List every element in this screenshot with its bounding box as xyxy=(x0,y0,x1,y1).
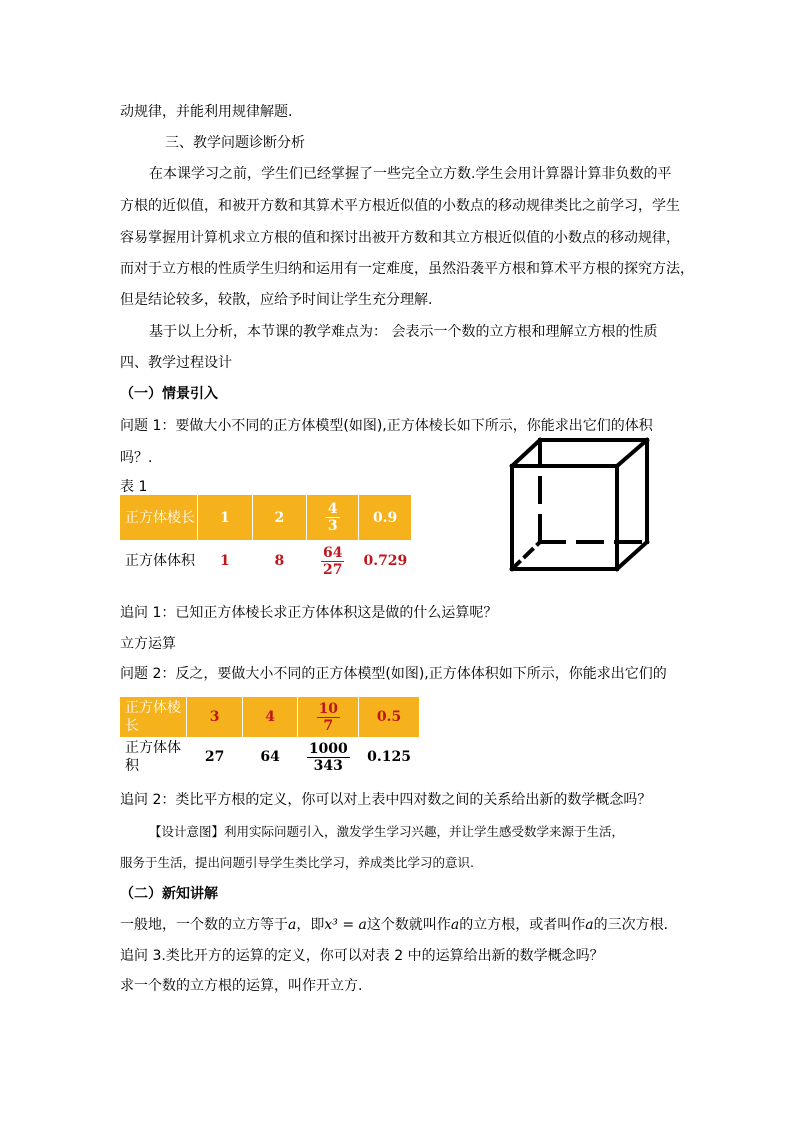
math-var: a xyxy=(288,917,297,933)
table-row xyxy=(120,737,420,777)
table-row xyxy=(120,540,412,582)
fraction-denominator: 27 xyxy=(322,561,343,578)
subsection-heading: （二）新知讲解 xyxy=(120,886,218,902)
fraction-denominator: 3 xyxy=(327,518,338,534)
table-row xyxy=(120,697,420,737)
math-equation: x³ = a xyxy=(324,917,367,933)
table-1 xyxy=(120,495,412,582)
table-cell: 1 xyxy=(198,495,253,540)
fraction-denominator: 343 xyxy=(313,757,343,774)
table-cell-fraction xyxy=(298,697,359,737)
cube-illustration xyxy=(500,430,660,575)
table-cell: 2 xyxy=(252,495,307,540)
text-line: 问题 1：要做大小不同的正方体模型(如图),正方体棱长如下所示，你能求出它们的体积 xyxy=(120,418,653,434)
row-label: 正方体体积 xyxy=(120,737,187,777)
text-line: 在本课学习之前，学生们已经掌握了一些完全立方数.学生会用计算器计算非负数的平 xyxy=(149,166,672,182)
table-cell-fraction xyxy=(307,540,359,582)
table-2 xyxy=(120,697,420,777)
table-cell-fraction xyxy=(307,495,359,540)
table-cell: 1 xyxy=(198,540,253,582)
cube-hidden-edge xyxy=(512,542,540,569)
table-cell: 0.125 xyxy=(359,737,420,777)
text-line: 求一个数的立方根的运算，叫作开立方. xyxy=(120,978,363,994)
fraction-numerator: 10 xyxy=(318,700,339,717)
table-row xyxy=(120,495,412,540)
text-span: 这个数就叫作 xyxy=(366,917,451,933)
text-line: 但是结论较多，较散，应给予时间让学生充分理解. xyxy=(120,292,433,308)
definition-line xyxy=(120,915,678,935)
text-span: 一般地，一个数的立方等于 xyxy=(120,917,288,933)
table-cell: 27 xyxy=(187,737,243,777)
text-line: 立方运算 xyxy=(120,636,176,652)
table-cell: 4 xyxy=(242,697,298,737)
table-cell: 64 xyxy=(242,737,298,777)
table-cell: 8 xyxy=(252,540,307,582)
cube-edge xyxy=(617,440,647,466)
text-span: ，即 xyxy=(296,917,325,933)
row-label: 正方体棱长 xyxy=(120,495,198,540)
text-line: 吗？. xyxy=(120,450,153,466)
fraction-numerator: 4 xyxy=(327,501,338,517)
fraction-numerator: 64 xyxy=(322,544,343,561)
subsection-heading: （一）情景引入 xyxy=(120,386,218,402)
text-line: 容易掌握用计算机求立方根的值和探讨出被开方数和其立方根近似值的小数点的移动规律， xyxy=(120,230,680,246)
text-line: 追问 2：类比平方根的定义，你可以对上表中四对数之间的关系给出新的数学概念吗？ xyxy=(120,792,652,808)
text-line: 问题 2：反之，要做大小不同的正方体模型(如图),正方体体积如下所示，你能求出它们的 xyxy=(120,666,667,682)
table-caption: 表 1 xyxy=(120,479,148,495)
table-cell: 3 xyxy=(187,697,243,737)
text-line: 动规律，并能利用规律解题. xyxy=(120,104,293,120)
section-heading: 三、教学问题诊断分析 xyxy=(165,135,305,151)
text-line: 追问 1：已知正方体棱长求正方体体积这是做的什么运算呢？ xyxy=(120,605,498,621)
text-span: 的立方根，或者叫作 xyxy=(459,917,586,933)
table-cell: 0.5 xyxy=(359,697,420,737)
table-cell: 0.729 xyxy=(363,553,408,569)
section-heading: 四、教学过程设计 xyxy=(120,355,232,371)
cube-edge xyxy=(617,542,647,569)
fraction-numerator: 1000 xyxy=(308,740,348,757)
cube-edge xyxy=(512,440,540,466)
text-line: 基于以上分析，本节课的教学难点为： 会表示一个数的立方根和理解立方根的性质 xyxy=(149,324,658,340)
design-intent: 服务于生活，提出问题引导学生类比学习，养成类比学习的意识. xyxy=(120,855,474,870)
math-var: a xyxy=(450,917,460,933)
row-label: 正方体棱长 xyxy=(120,697,187,737)
math-var: a xyxy=(585,917,594,933)
design-intent: 【设计意图】利用实际问题引入，激发学生学习兴趣，并让学生感受数学来源于生活， xyxy=(149,824,625,839)
row-label: 正方体体积 xyxy=(120,540,198,582)
fraction-denominator: 7 xyxy=(323,717,334,734)
text-line: 方根的近似值，和被开方数和其算术平方根近似值的小数点的移动规律类比之前学习，学生 xyxy=(120,198,680,214)
text-line: 追问 3.类比开方的运算的定义，你可以对表 2 中的运算给出新的数学概念吗？ xyxy=(120,948,604,964)
table-cell-fraction xyxy=(298,737,359,777)
text-line: 而对于立方根的性质学生归纳和运用有一定难度，虽然沿袭平方根和算术平方根的探究方法， xyxy=(120,261,694,277)
text-span: 的三次方根． xyxy=(593,917,678,933)
table-cell: 0.9 xyxy=(359,495,412,540)
